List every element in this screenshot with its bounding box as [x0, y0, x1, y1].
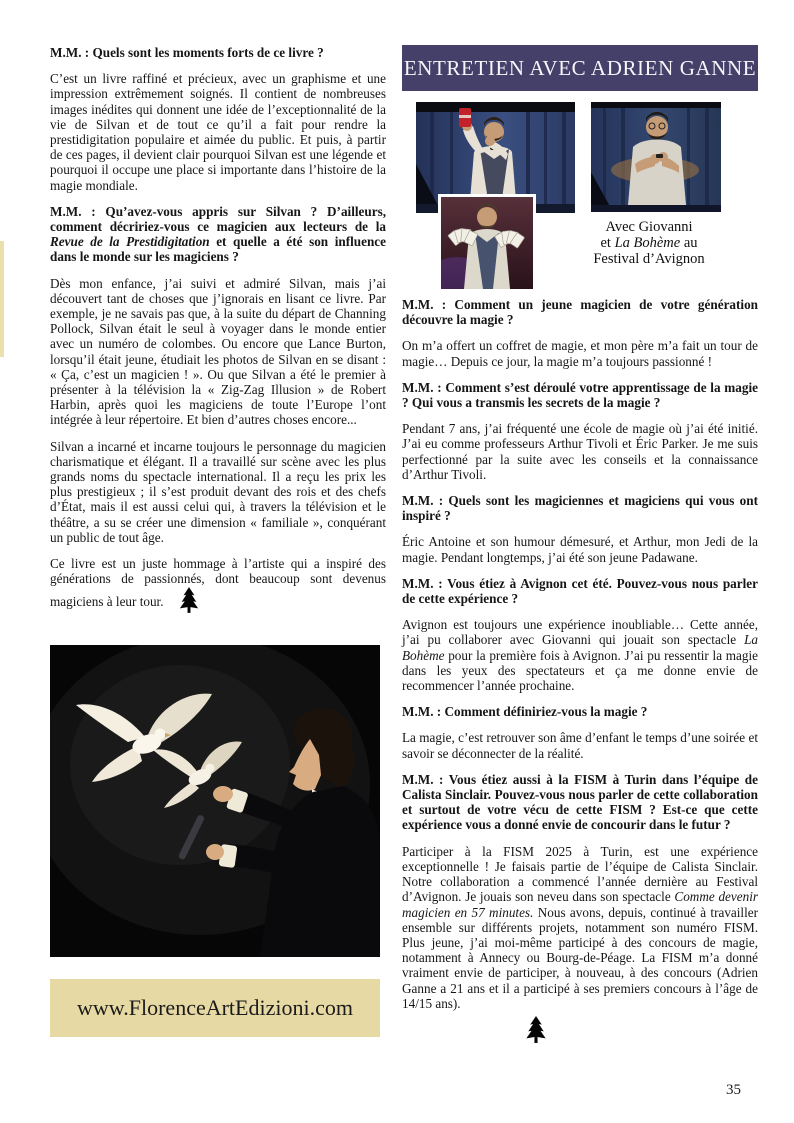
answer: Éric Antoine et son humour démesuré, et Arthur, mon Jedi de la magie. Pendant longtemps, j’ai été son jeune Padawane. — [402, 534, 758, 565]
tree-icon — [178, 587, 200, 613]
answer: Avignon est toujours une expérience inoubliable… Cette année, j’ai pu collaborer avec Giovanni qui jouait son spectacle La Bohème pour la première fois à Avignon. J’ai pu ressentir la magie dans les yeux des spectateurs et ça me donne envie de recommencer l’année prochaine. — [402, 617, 758, 694]
photo-collage — [402, 100, 758, 292]
question: M.M. : Vous étiez aussi à la FISM à Turin dans l’équipe de Calista Sinclair. Pouvez-vous nous parler de cette collaboration et surtout de votre vécu de cette FISM ? Est-ce que cette expérience vous a donné envie de concourir dans le futur ? — [402, 771, 758, 833]
question: M.M. : Vous étiez à Avignon cet été. Pouvez-vous nous parler de cette expérience ? — [402, 575, 758, 607]
question: M.M. : Quels sont les moments forts de ce livre ? — [50, 45, 324, 60]
question: M.M. : Qu’avez-vous appris sur Silvan ? D’ailleurs, comment décririez-vous ce magicien aux lecteurs de la Revue de la Prestidigitation et quelle a été son influence dans le monde sur les magiciens ? — [50, 203, 386, 265]
section-header — [402, 45, 758, 91]
question: M.M. : Comment définiriez-vous la magie ? — [402, 704, 648, 720]
answer: La magie, c’est retrouver son âme d’enfant le temps d’une soirée et savoir se déconnecter de la réalité. — [402, 730, 758, 761]
answer: Dès mon enfance, j’ai suivi et admiré Silvan, mais j’ai découvert tant de choses que j’ignorais en lisant ce livre. Par exemple, je ne savais pas que, à la suite du départ de Channing Pollock, Silvan était le seul à voyager dans le monde entier avec un numéro de colombes. Ou encore que Lance Burton, lorsqu’il était jeune, étudiait les photos de Silvan en se disant : « Ça, c’est un magicien ! ». Ou que Silvan a été le premier à présenter à la télévision la « Zig-Zag Illusion » de Robert Harbin, après quoi les magiciens de toute l’Europe l’ont intégrée à leur répertoire. Et bien d’autres choses encore... — [50, 275, 386, 428]
left-column — [50, 45, 386, 1037]
photo-giovanni-stage — [591, 102, 721, 212]
photo-silvan-doves — [50, 645, 380, 957]
question: M.M. : Quels sont les magiciennes et magiciens qui vous ont inspiré ? — [402, 493, 758, 524]
page-number: 35 — [726, 1082, 741, 1098]
answer: Pendant 7 ans, j’ai fréquenté une école de magie où j’ai été initié. J’ai eu comme professeurs Arthur Tivoli et Éric Parker. Je me suis perfectionné par la suite avec les conseils et la connaissance d’Arthur Tivoli. — [402, 421, 758, 482]
answer: Ce livre est un juste hommage à l’artiste qui a inspiré des générations de passionnés, dont beaucoup sont devenus magiciens à leur tour. — [50, 556, 386, 612]
answer: On m’a offert un coffret de magie, et mon père m’a fait un tour de magie… Depuis ce jour, la magie m’a toujours passionné ! — [402, 338, 758, 369]
tree-icon — [524, 1016, 548, 1043]
publisher-website-box — [50, 979, 380, 1037]
right-column — [402, 45, 758, 1043]
publisher-website: www.FlorenceArtEdizioni.com — [77, 994, 353, 1020]
answer: Participer à la FISM 2025 à Turin, est une expérience exceptionnelle ! Je faisais partie de l’équipe de Calista Sinclair. Notre collaboration a commencé l’année dernière au Festival d’Avignon. Je jouais son neveu dans son spectacle Comme devenir magicien en 57 minutes. Nous avons, depuis, continué à travailler ensemble sur différents projets, notamment son numéro FISM. Plus jeune, j’ai moi-même participé à des concours de magie, notamment à Annecy ou Bourg-de-Péage. La FISM m’a donné vraiment envie de participer, à nouveau, à des concours (Adrien Ganne a 21 ans et il a participé à ses premiers concours à l’âge de 14/15 ans). — [402, 843, 758, 1011]
question: M.M. : Comment s’est déroulé votre apprentissage de la magie ? Qui vous a transmis les secrets de la magie ? — [402, 379, 758, 411]
left-edge-accent — [0, 241, 4, 357]
section-title: ENTRETIEN AVEC ADRIEN GANNE — [403, 55, 757, 80]
answer: C’est un livre raffiné et précieux, avec un graphisme et une impression extrêmement soignés. Il contient de nombreuses images inédites qui donnent une idée de l’exceptionnalité de la vie de Silvan et de tout ce qu’il a fait pour rendre la prestidigitation populaire et aimée du public. Et puis, à partir de ces pages, il devient clair pourquoi Silvan est une légende et pourquoi il occupe une place si importante dans l’histoire de la magie mondiale. — [50, 71, 386, 193]
photo-adrien-card-fans — [438, 194, 536, 292]
answer: Silvan a incarné et incarne toujours le personnage du magicien charismatique et élégant. Il a travaillé sur scène avec les plus grands noms du spectacle international. Il a reçu les prix les plus prestigieux ; il s’est produit devant des rois et des chefs d’État, mais il est aussi celui qui, à travers la télévision et le théâtre, a su se créer une dimension « familiale », conquérant un public de tout âge. — [50, 438, 386, 545]
question: M.M. : Comment un jeune magicien de votre génération découvre la magie ? — [402, 297, 758, 328]
photo-caption: Avec Giovanni et La Bohème au Festival d’Avignon — [593, 219, 705, 267]
